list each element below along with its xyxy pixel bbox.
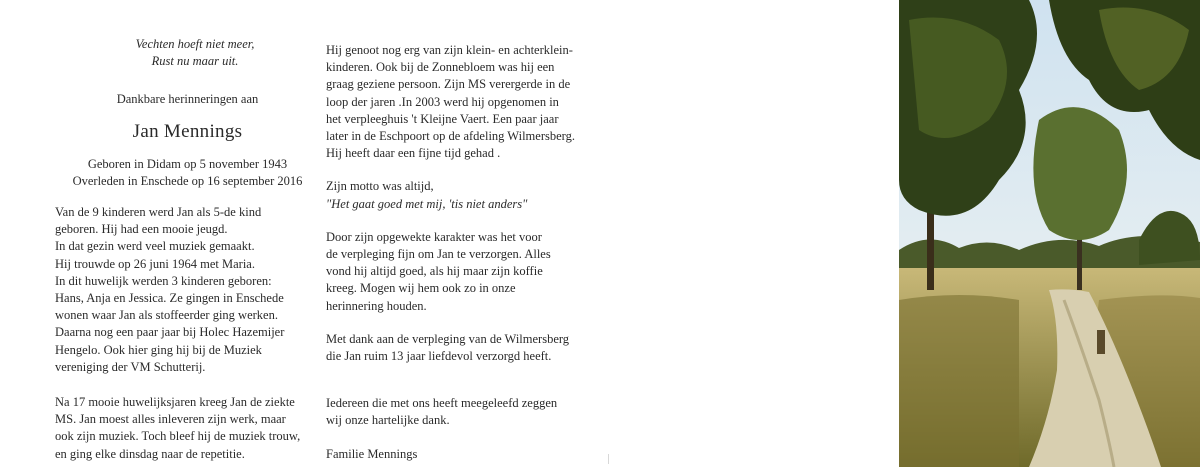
left-column xyxy=(55,36,320,463)
text-line: Na 17 mooie huwelijksjaren kreeg Jan de ziekte xyxy=(55,395,295,410)
life-dates xyxy=(55,156,320,190)
biography-paragraph-3 xyxy=(326,42,586,162)
motto-block xyxy=(326,178,586,212)
biography-paragraph-4 xyxy=(326,229,586,315)
text-line: Hans, Anja en Jessica. Ze gingen in Enschede xyxy=(55,291,284,306)
text-line: Hij genoot nog erg van zijn klein- en achterklein- xyxy=(326,43,573,57)
text-line: het verpleeghuis 't Kleijne Vaert. Een paar jaar xyxy=(326,111,559,126)
birth-line: Geboren in Didam op 5 november 1943 xyxy=(87,157,288,171)
text-line: kinderen. Ook bij de Zonnebloem was hij een xyxy=(326,60,555,75)
text-line: geboren. Hij had een mooie jeugd. xyxy=(55,222,228,237)
text-line: Hengelo. Ook hier ging hij bij de Muziek xyxy=(55,342,262,357)
text-line: In dat gezin werd veel muziek gemaakt. xyxy=(55,239,255,254)
text-line: vond hij altijd goed, als hij maar zijn koffie xyxy=(326,264,543,279)
poem xyxy=(115,36,275,70)
text-line: Iedereen die met ons heeft meegeleefd zeggen xyxy=(326,396,558,411)
text-line: ook zijn muziek. Toch bleef hij de muziek trouw, xyxy=(55,429,301,444)
sunlit-path-through-trees-icon xyxy=(899,0,1200,467)
text-line: kreeg. Mogen wij hem ook zo in onze xyxy=(326,281,516,296)
text-line: de verpleging fijn om Jan te verzorgen. Alles xyxy=(326,247,551,262)
text-line: MS. Jan moest alles inleveren zijn werk, maar xyxy=(55,412,286,427)
text-line: wij onze hartelijke dank. xyxy=(326,413,450,428)
intro-text: Dankbare herinneringen aan xyxy=(116,92,259,106)
biography-paragraph-2 xyxy=(55,394,320,463)
poem-line: Rust nu maar uit. xyxy=(151,54,239,68)
biography-paragraph-1 xyxy=(55,204,320,376)
text-line: en ging elke dinsdag naar de repetitie. xyxy=(55,446,245,461)
text-line: loop der jaren .In 2003 werd hij opgenomen in xyxy=(326,94,559,109)
deceased-name: Jan Mennings xyxy=(132,121,243,142)
text-line: vereniging der VM Schutterij. xyxy=(55,359,206,374)
text-line: Hij heeft daar een fijne tijd gehad . xyxy=(326,146,501,161)
fold-mark xyxy=(608,454,609,464)
death-line: Overleden in Enschede op 16 september 2016 xyxy=(72,174,303,188)
landscape-photo xyxy=(899,0,1200,467)
text-line: later in de Eschpoort op de afdeling Wilmersberg. xyxy=(326,129,575,144)
motto-intro: Zijn motto was altijd, xyxy=(326,179,434,194)
text-line: Daarna nog een paar jaar bij Holec Hazemijer xyxy=(55,325,285,340)
text-line: In dit huwelijk werden 3 kinderen geboren: xyxy=(55,273,272,288)
text-line: Hij trouwde op 26 juni 1964 met Maria. xyxy=(55,256,255,271)
text-line: herinnering houden. xyxy=(326,298,427,313)
poem-line: Vechten hoeft niet meer, xyxy=(135,37,255,51)
text-line: wonen waar Jan als stoffeerder ging werken. xyxy=(55,308,278,323)
motto-quote: "Het gaat goed met mij, 'tis niet anders" xyxy=(326,196,528,211)
text-line: die Jan ruim 13 jaar liefdevol verzorgd heeft. xyxy=(326,349,552,364)
gratitude-paragraph xyxy=(326,395,586,429)
text-line: Met dank aan de verpleging van de Wilmersberg xyxy=(326,331,570,346)
family-signature: Familie Mennings xyxy=(326,446,418,461)
text-line: Van de 9 kinderen werd Jan als 5-de kind xyxy=(55,205,262,219)
text-line: graag geziene persoon. Zijn MS verergerde in de xyxy=(326,77,571,92)
thanks-paragraph xyxy=(326,331,586,365)
middle-column xyxy=(326,42,586,463)
text-line: Door zijn opgewekte karakter was het voor xyxy=(326,229,542,244)
